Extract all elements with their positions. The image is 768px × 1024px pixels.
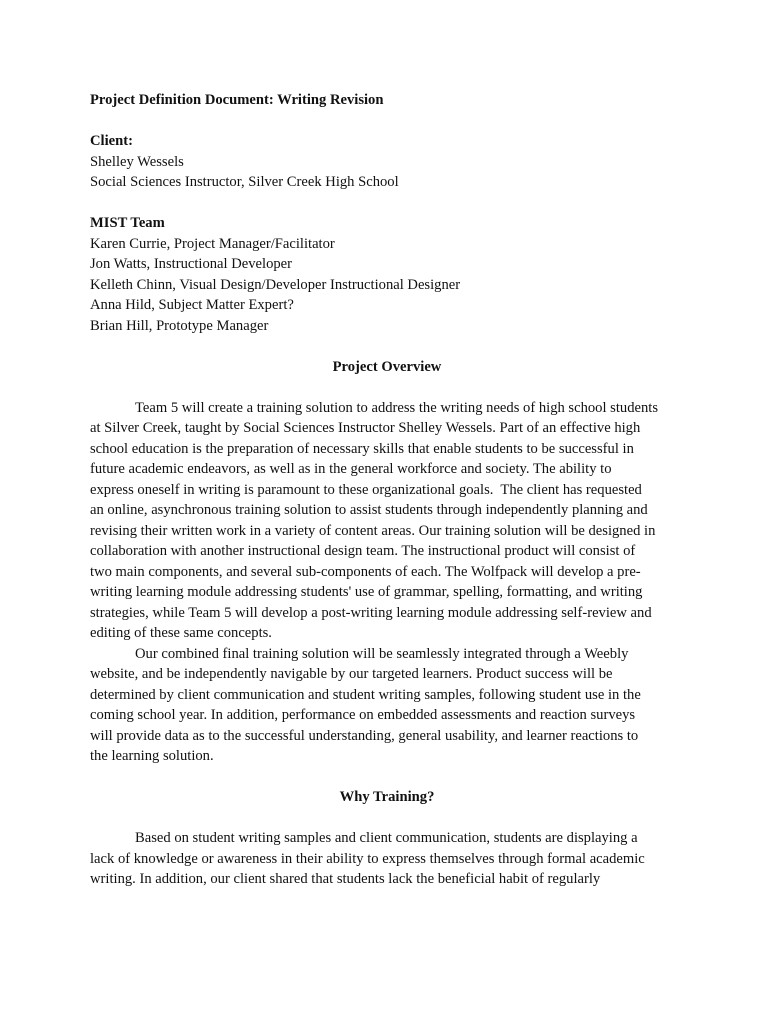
client-title: Social Sciences Instructor, Silver Creek High School bbox=[90, 174, 399, 190]
client-name: Shelley Wessels bbox=[90, 153, 184, 170]
team-member: Kelleth Chinn, Visual Design/Developer Instructional Designer bbox=[90, 276, 461, 293]
paragraph-line: two main components, and several sub-components of each. The Wolfpack will develop a pre- bbox=[90, 563, 641, 580]
paragraph-line: future academic endeavors, as well as in the general workforce and society. The ability to bbox=[90, 461, 612, 477]
spacer bbox=[90, 111, 684, 132]
why-training-paragraph-1 bbox=[90, 828, 684, 890]
overview-heading: Project Overview bbox=[332, 358, 442, 375]
document-title: Project Definition Document: Writing Revision bbox=[90, 92, 384, 108]
paragraph-line: lack of knowledge or awareness in their ability to express themselves through formal academic bbox=[90, 850, 645, 867]
spacer bbox=[90, 767, 684, 788]
paragraph-line: will provide data as to the successful understanding, general usability, and learner reactions to bbox=[90, 727, 639, 744]
paragraph-line: an online, asynchronous training solution to assist students through independently planning and bbox=[90, 502, 648, 518]
team-member: Karen Currie, Project Manager/Facilitator bbox=[90, 235, 335, 252]
team-member: Jon Watts, Instructional Developer bbox=[90, 256, 293, 272]
overview-paragraph-2 bbox=[90, 644, 684, 767]
overview-paragraph-1 bbox=[90, 398, 684, 644]
spacer bbox=[90, 336, 684, 357]
paragraph-line: writing. In addition, our client shared that students lack the beneficial habit of regularly bbox=[90, 871, 601, 887]
paragraph-line: Based on student writing samples and client communication, students are displaying a bbox=[135, 830, 638, 846]
team-member: Anna Hild, Subject Matter Expert? bbox=[90, 297, 294, 313]
paragraph-line: Team 5 will create a training solution to address the writing needs of high school students bbox=[135, 399, 659, 416]
paragraph-line: writing learning module addressing students' use of grammar, spelling, formatting, and writing bbox=[90, 584, 643, 600]
team-label: MIST Team bbox=[90, 215, 165, 231]
spacer bbox=[90, 377, 684, 398]
paragraph-line: Our combined final training solution will be seamlessly integrated through a Weebly bbox=[135, 645, 629, 662]
client-label: Client: bbox=[90, 133, 133, 149]
paragraph-line: collaboration with another instructional design team. The instructional product will consist of bbox=[90, 543, 636, 559]
paragraph-line: the learning solution. bbox=[90, 748, 214, 764]
paragraph-line: express oneself in writing is paramount to these organizational goals. The client has requested bbox=[90, 481, 642, 498]
spacer bbox=[90, 193, 684, 214]
spacer bbox=[90, 808, 684, 829]
paragraph-line: at Silver Creek, taught by Social Sciences Instructor Shelley Wessels. Part of an effective high bbox=[90, 420, 641, 436]
paragraph-line: editing of these same concepts. bbox=[90, 625, 272, 641]
team-member: Brian Hill, Prototype Manager bbox=[90, 317, 269, 334]
paragraph-line: school education is the preparation of necessary skills that enable students to be successful in bbox=[90, 440, 634, 457]
paragraph-line: revising their written work in a variety of content areas. Our training solution will be designed in bbox=[90, 522, 656, 539]
paragraph-line: coming school year. In addition, performance on embedded assessments and reaction surveys bbox=[90, 707, 636, 723]
document-body bbox=[90, 90, 684, 890]
paragraph-line: website, and be independently navigable by our targeted learners. Product success will be bbox=[90, 666, 613, 682]
paragraph-line: strategies, while Team 5 will develop a post-writing learning module addressing self-review and bbox=[90, 604, 652, 621]
paragraph-line: determined by client communication and student writing samples, following student use in the bbox=[90, 686, 641, 703]
why-training-heading: Why Training? bbox=[339, 789, 435, 805]
